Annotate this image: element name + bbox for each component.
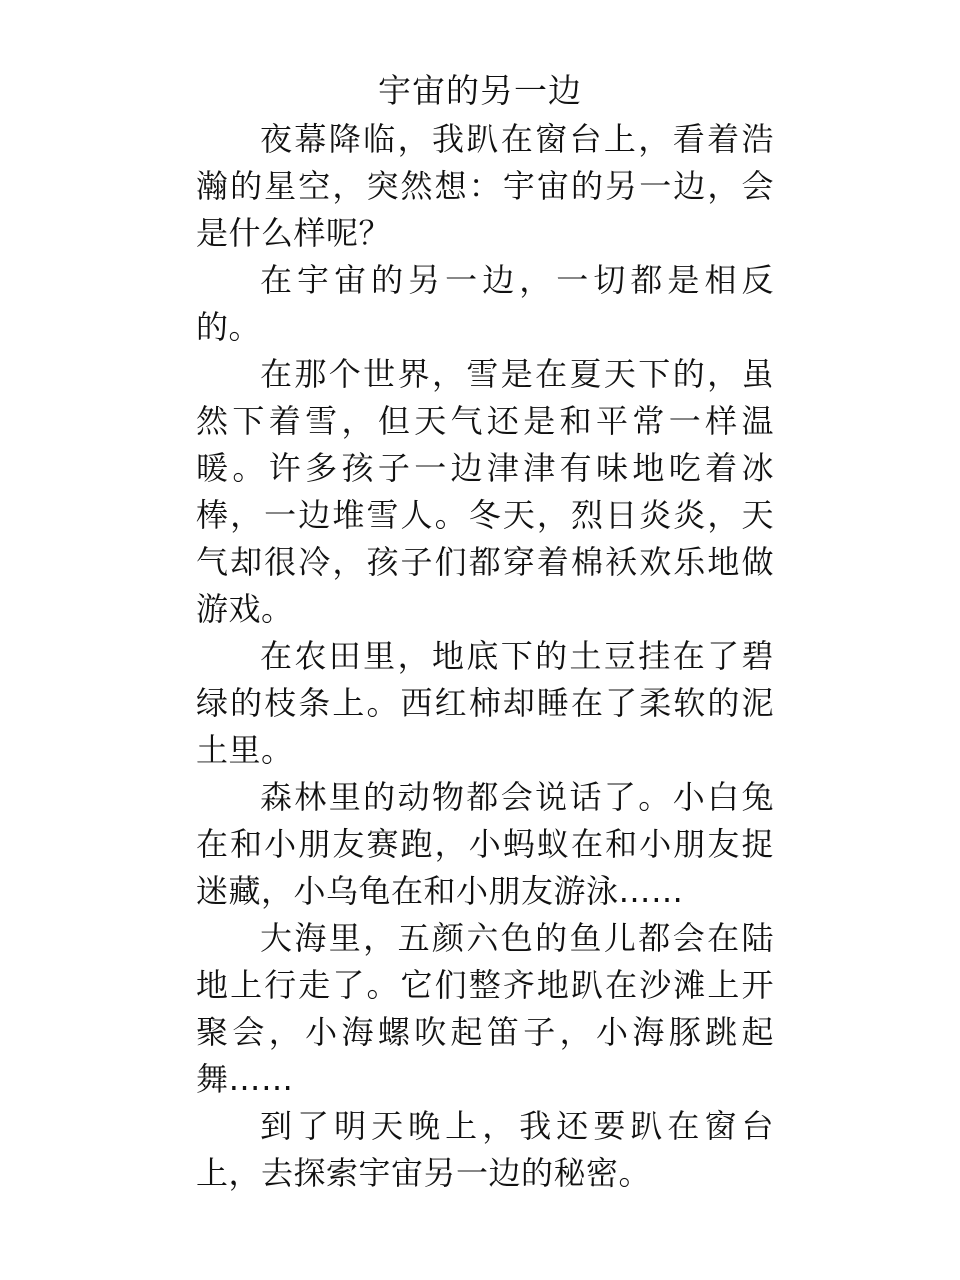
- paragraph-3: 在那个世界，雪是在夏天下的，虽然下着雪，但天气还是和平常一样温暖。许多孩子一边津津有味地吃着冰棒，一边堆雪人。冬天，烈日炎炎，天气却很冷，孩子们都穿着棉袄欢乐地做游戏。: [196, 355, 774, 628]
- paragraph-7: 到了明天晚上，我还要趴在窗台上，去探索宇宙另一边的秘密。: [196, 1107, 774, 1192]
- paragraph-6: 大海里，五颜六色的鱼儿都会在陆地上行走了。它们整齐地趴在沙滩上开聚会，小海螺吹起笛子，小海豚跳起舞……: [196, 919, 774, 1098]
- paragraph-1: 夜幕降临，我趴在窗台上，看着浩瀚的星空，突然想：宇宙的另一边，会是什么样呢？: [196, 120, 774, 252]
- paragraph-2: 在宇宙的另一边，一切都是相反的。: [196, 261, 774, 346]
- paragraph-5: 森林里的动物都会说话了。小白兔在和小朋友赛跑，小蚂蚁在和小朋友捉迷藏，小乌龟在和小朋友游泳……: [196, 778, 774, 910]
- paragraph-4: 在农田里，地底下的土豆挂在了碧绿的枝条上。西红柿却睡在了柔软的泥土里。: [196, 637, 774, 769]
- essay-title: 宇宙的另一边: [378, 71, 582, 110]
- essay-body: [196, 116, 774, 1197]
